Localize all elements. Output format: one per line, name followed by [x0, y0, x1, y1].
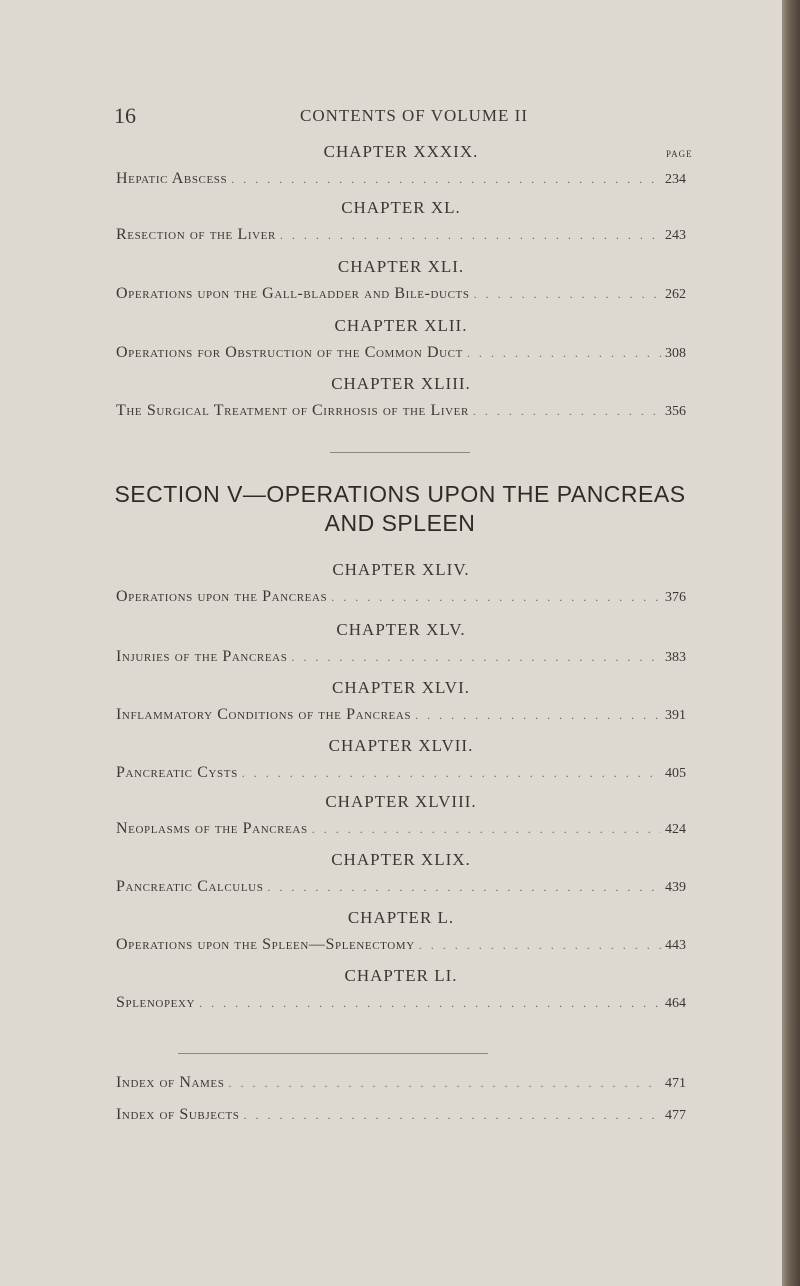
toc-line [116, 644, 686, 670]
page-number: 262 [665, 287, 686, 302]
toc-entry-chapter-xlvi[interactable] [116, 676, 686, 728]
entry-title: Hepatic Abscess [116, 170, 228, 187]
toc-line [116, 584, 686, 610]
page-edge [782, 0, 800, 1286]
entry-title: Operations upon the Spleen—Splenectomy [116, 936, 415, 953]
toc-entry-chapter-xlviii[interactable] [116, 790, 686, 842]
section-heading-line-1: SECTION V—OPERATIONS UPON THE PANCREAS [114, 481, 686, 507]
entry-title: Splenopexy [116, 994, 196, 1011]
running-head [114, 103, 714, 133]
entry-title: Operations upon the Pancreas [116, 588, 328, 605]
toc-entry-chapter-xliii[interactable] [116, 372, 686, 424]
page-number: 308 [665, 346, 686, 361]
toc-line [116, 760, 686, 786]
running-head-title: CONTENTS OF VOLUME II [300, 106, 528, 125]
dot-leader [419, 932, 661, 958]
dot-leader [199, 990, 661, 1016]
dot-leader [291, 644, 661, 670]
toc-entry-chapter-xl[interactable] [116, 196, 686, 248]
page-number: 443 [665, 938, 686, 953]
entry-title: The Surgical Treatment of Cirrhosis of the Liver [116, 402, 469, 419]
dot-leader [242, 760, 661, 786]
toc-entry-chapter-li[interactable] [116, 964, 686, 1016]
dot-leader [331, 584, 661, 610]
chapter-heading: CHAPTER XLI. [337, 257, 465, 276]
dot-leader [228, 1070, 661, 1096]
toc-line [116, 932, 686, 958]
page-number: 243 [665, 228, 686, 243]
chapter-heading: CHAPTER XLIV. [332, 560, 470, 579]
entry-title: Operations for Obstruction of the Common Duct [116, 344, 463, 361]
toc-line [116, 816, 686, 842]
chapter-heading: CHAPTER L. [347, 908, 455, 927]
toc-line [116, 222, 686, 248]
page-number: 405 [665, 766, 686, 781]
page-number: 234 [665, 172, 686, 187]
toc-line [116, 1102, 686, 1128]
chapter-heading: CHAPTER XLIII. [331, 374, 471, 393]
toc-entry-chapter-l[interactable] [116, 906, 686, 958]
dot-leader [312, 816, 661, 842]
toc-entry-chapter-xliv[interactable] [116, 558, 686, 610]
page-number: 383 [665, 650, 686, 665]
entry-title: Pancreatic Calculus [116, 878, 264, 895]
index-divider-rule [178, 1053, 488, 1054]
toc-line [116, 874, 686, 900]
dot-leader [474, 281, 661, 307]
toc-line [116, 1070, 686, 1096]
chapter-heading: CHAPTER XLV. [336, 620, 466, 639]
toc-entry-chapter-xxxix[interactable] [116, 140, 686, 192]
chapter-heading: CHAPTER LI. [344, 966, 458, 985]
toc-line [116, 166, 686, 192]
dot-leader [467, 340, 661, 366]
chapter-heading: CHAPTER XLIX. [331, 850, 471, 869]
chapter-heading: CHAPTER XLVIII. [325, 792, 477, 811]
chapter-heading: CHAPTER XLVI. [332, 678, 470, 697]
page-number: 376 [665, 590, 686, 605]
dot-leader [280, 222, 661, 248]
toc-entry-chapter-xlix[interactable] [116, 848, 686, 900]
chapter-heading: CHAPTER XXXIX. [323, 142, 479, 161]
chapter-heading: CHAPTER XLII. [334, 316, 468, 335]
dot-leader [415, 702, 661, 728]
toc-entry-chapter-xli[interactable] [116, 255, 686, 307]
entry-title: Index of Subjects [116, 1106, 240, 1123]
toc-line [116, 340, 686, 366]
page-number: 464 [665, 996, 686, 1011]
page-column-label: PAGE [666, 149, 693, 159]
entry-title: Pancreatic Cysts [116, 764, 238, 781]
section-divider-rule [330, 452, 470, 453]
toc-entry-chapter-xlvii[interactable] [116, 734, 686, 786]
section-heading-line-2: AND SPLEEN [324, 510, 476, 536]
entry-title: Operations upon the Gall-bladder and Bile-ducts [116, 285, 470, 302]
page-number: 391 [665, 708, 686, 723]
page-number: 424 [665, 822, 686, 837]
dot-leader [267, 874, 661, 900]
dot-leader [231, 166, 661, 192]
page-number: 477 [665, 1108, 686, 1123]
entry-title: Injuries of the Pancreas [116, 648, 288, 665]
toc-entry-chapter-xlii[interactable] [116, 314, 686, 366]
dot-leader [473, 398, 661, 424]
toc-entry-index-of-names[interactable] [116, 1068, 686, 1096]
toc-entry-chapter-xlv[interactable] [116, 618, 686, 670]
page-number: 356 [665, 404, 686, 419]
entry-title: Inflammatory Conditions of the Pancreas [116, 706, 412, 723]
entry-title: Neoplasms of the Pancreas [116, 820, 308, 837]
page-number: 471 [665, 1076, 686, 1091]
toc-line [116, 398, 686, 424]
page-number: 439 [665, 880, 686, 895]
toc-line [116, 281, 686, 307]
page-folio: 16 [114, 103, 136, 128]
toc-line [116, 990, 686, 1016]
chapter-heading: CHAPTER XLVII. [328, 736, 474, 755]
entry-title: Resection of the Liver [116, 226, 276, 243]
dot-leader [244, 1102, 662, 1128]
section-heading [110, 480, 690, 538]
chapter-heading: CHAPTER XL. [341, 198, 461, 217]
entry-title: Index of Names [116, 1074, 225, 1091]
toc-entry-index-of-subjects[interactable] [116, 1100, 686, 1128]
toc-line [116, 702, 686, 728]
